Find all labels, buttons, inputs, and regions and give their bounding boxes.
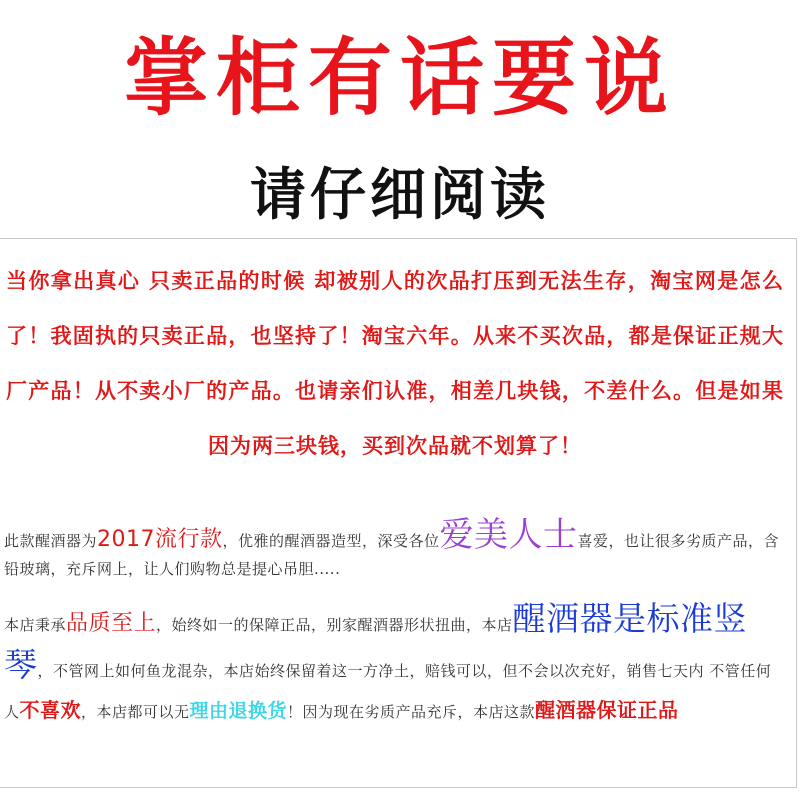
desc2-highlight-standard: 醒酒器是标准竖琴	[4, 599, 748, 684]
desc2-text-5: ！因为现在劣质产品充斥，本店这款	[287, 703, 536, 721]
desc1-highlight-year: 2017流行款	[97, 527, 223, 552]
notice-box	[0, 238, 797, 788]
desc2-highlight-return: 理由退换货	[189, 700, 288, 722]
page-title: 掌柜有话要说	[123, 28, 676, 127]
desc2-highlight-quality: 品质至上	[66, 611, 157, 636]
desc2-highlight-dislike: 不喜欢	[19, 698, 82, 722]
desc1-text-1: 此款醒酒器为	[4, 532, 98, 550]
page-subtitle: 请仔细阅读	[250, 162, 550, 228]
desc2-text-1: 本店秉承	[4, 616, 67, 634]
desc1-text-3: 喜爱，也让很多劣质产品，含铅玻璃，充斥网上，让人们购物总是提心吊胆.....	[4, 532, 780, 578]
desc1-text-2: ，优雅的醒酒器造型，深受各位	[222, 532, 440, 550]
desc1-highlight-beauty: 爱美人士	[439, 515, 578, 555]
desc2-text-2: ，始终如一的保障正品，别家醒酒器形状扭曲，本店	[156, 616, 513, 634]
desc2-text-4: ，本店都可以无	[81, 703, 190, 721]
product-description-1	[4, 515, 784, 583]
desc2-highlight-genuine: 醒酒器保证正品	[535, 698, 679, 722]
shopkeeper-notice: 当你拿出真心 只卖正品的时候 却被别人的次品打压到无法生存，淘宝网是怎么了！我固执的只卖正品，也坚持了！淘宝六年。从来不买次品，都是保证正规大厂产品！从不卖小厂的产品。也请亲们认准，相差几块钱，不差什么。但是如果因为两三块钱，买到次品就不划算了！	[6, 268, 784, 458]
desc2-text-3: ，不管网上如何鱼龙混杂，本店始终保留着这一方净土，赔钱可以，但不会以次充好，销售七天内 不管任何人	[4, 662, 772, 721]
product-description-2	[4, 599, 784, 732]
